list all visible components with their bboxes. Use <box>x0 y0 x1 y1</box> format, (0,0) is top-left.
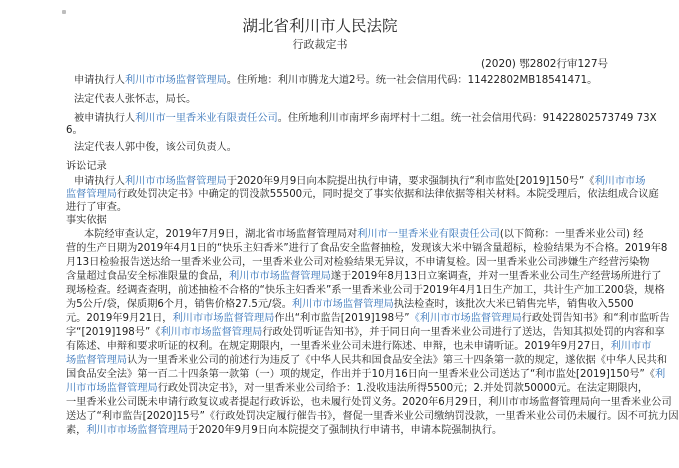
litigation-line-1: 申请执行人利川市市场监督管理局于2020年9月9日向本院提出执行申请，要求强制执行“利市监处[2019]150号”《利川市市场 <box>74 176 646 187</box>
link-ml-13[interactable]: 利川市市场监督管理局 <box>86 425 189 436</box>
facts-line-14: 送达了“利市监告[2020]15号”《行政处罚决定履行催告书》，督促一里香米业公司缴纳罚没款，一里香米业公司仍未履行。因不可抗力因 <box>66 411 679 422</box>
link-ml-8[interactable]: 利川市市场监督管理局 <box>160 327 263 338</box>
facts-line-6: 为5公斤/袋，保质期6个月，销售价格27.5元/袋。利川市市场监督管理局执法检查时，该批次大米已销售完毕，销售收入5500 <box>66 299 634 310</box>
facts-line-4: 含量超过食品安全标准限量的食品，利川市市场监督管理局遂于2019年8月13日立案调查，并对一里香米业公司生产经营场所进行了 <box>66 271 662 282</box>
court-title: 湖北省利川市人民法院 <box>242 17 398 35</box>
litigation-line-2: 监督管理局行政处罚决定书》中确定的罚没款55500元，同时提交了事实依据和法律依据等相关材料。本院受理后，依法组成合议庭 <box>66 189 659 200</box>
litigation-heading: 诉讼记录 <box>66 161 107 172</box>
link-ml-7[interactable]: 《利川市市场监督管理局 <box>409 313 522 324</box>
link-ml-12[interactable]: 川市市场监督管理局 <box>66 383 158 394</box>
link-ml-10[interactable]: 场监督管理局 <box>66 355 128 366</box>
link-ml-3[interactable]: 监督管理局 <box>66 189 117 200</box>
link-ml-5[interactable]: 利川市市场监督管理局 <box>291 299 394 310</box>
facts-line-2: 营的生产日期为2019年4月1日的“快乐主妇香米”进行了食品安全监督抽检，发现该大米中镉含量超标，检验结果为不合格。2019年8 <box>66 243 668 254</box>
legal-rep-1: 法定代表人张怀志，局长。 <box>74 94 197 105</box>
link-ml-11[interactable]: 利 <box>655 369 666 380</box>
link-ml-4[interactable]: 利川市市场监督管理局 <box>229 271 331 282</box>
facts-line-13: 一里香米业公司既未申请行政复议或者提起行政诉讼，也未履行处罚义务。2020年6月29日，利川市市场监督管理局向一里香米业公司 <box>66 397 672 408</box>
legal-rep-2: 法定代表人郭中俊，该公司负责人。 <box>74 142 237 153</box>
litigation-line-3: 进行了审查。 <box>66 202 128 213</box>
link-ml-6[interactable]: 利川市市场监督管理局 <box>172 313 275 324</box>
link-ml-2[interactable]: 利川市市场 <box>594 176 646 187</box>
link-ml-1[interactable]: 利川市市场监督管理局 <box>124 176 227 187</box>
facts-line-10: 场监督管理局认为一里香米业公司的前述行为违反了《中华人民共和国食品安全法》第三十四条第一款的规定，遂依据《中华人民共和 <box>66 355 668 366</box>
applicant-line: 申请执行人利川市市场监督管理局。住所地：利川市腾龙大道2号。统一社会信用代码：11422802MB18541471。 <box>74 75 598 86</box>
link-ml-9[interactable]: 利川市市 <box>610 341 652 352</box>
facts-line-11: 国食品安全法》第一百二十四条第一款第（一）项的规定，作出并于10月16日向一里香米业公司送达了“利市监处[2019]150号”《利 <box>66 369 666 380</box>
applicant-link[interactable]: 利川市市场监督管理局 <box>124 75 227 86</box>
respondent-line: 被申请执行人利川市一里香米业有限责任公司。住所地利川市南坪乡南坪村十二组。统一社会信用代码：91422802573749 73X <box>74 113 657 124</box>
facts-line-8: 字“[2019]198号”《利川市市场监督管理局行政处罚听证告知书》，并于同日向一里香米业公司进行了送达，告知其拟处罚的内容和享 <box>66 327 665 338</box>
facts-line-3: 月13日检验报告送达给一里香米业公司，一里香米业公司对检验结果无异议，不申请复检。因一里香米业公司涉嫌生产经营污染物 <box>66 257 650 268</box>
facts-heading: 事实依据 <box>66 215 107 226</box>
facts-line-9: 有陈述、申辩和要求听证的权利。在规定期限内，一里香米业公司未进行陈述、申辩，也未申请听证。2019年9月27日，利川市市 <box>66 341 652 352</box>
document-type: 行政裁定书 <box>292 38 348 51</box>
facts-line-1: 本院经审查认定，2019年7月9日，湖北省市场监督管理局对利川市一里香米业有限责任公司(以下简称：一里香米业公司) 经 <box>84 229 644 240</box>
respondent-link[interactable]: 利川市一里香米业有限责任公司 <box>135 113 278 124</box>
facts-line-7: 元。2019年9月21日，利川市市场监督管理局作出“利市监告[2019]198号”《利川市市场监督管理局行政处罚告知书》和“利市监听告 <box>66 313 670 324</box>
link-company-1[interactable]: 利川市一里香米业有限责任公司 <box>357 229 500 240</box>
facts-line-12: 川市市场监督管理局行政处罚决定书》，对一里香米业公司给予：1.没收违法所得5500元；2.并处罚款50000元。在法定期限内， <box>66 383 649 394</box>
document-number: (2020) 鄂2802行审127号 <box>480 58 608 70</box>
facts-line-5: 现场检查。经调查查明，前述抽检不合格的“快乐主妇香米”系一里香米业公司于2019年4月1日生产加工，共计生产加工200袋，规格 <box>66 285 665 296</box>
facts-line-15: 素，利川市市场监督管理局于2020年9月9日向本院提交了强制执行申请书，申请本院强制执行。 <box>66 425 503 436</box>
respondent-line-2: 6。 <box>66 125 83 136</box>
